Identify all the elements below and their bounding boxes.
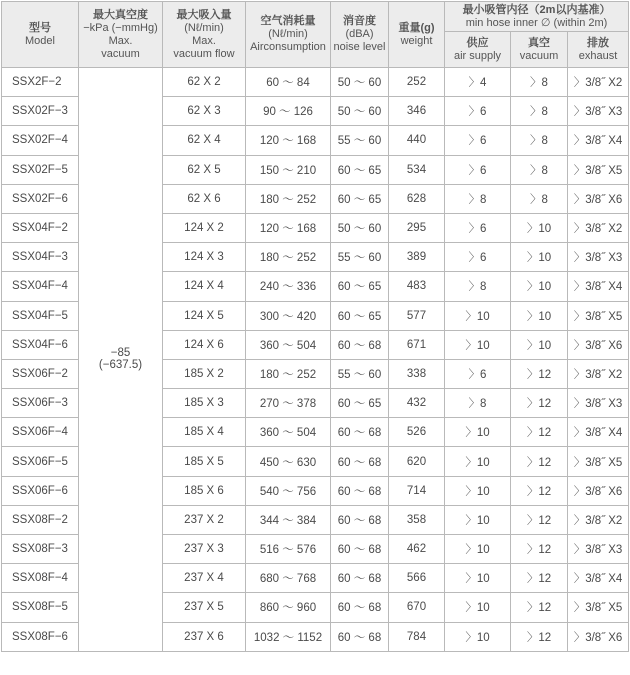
cell-air: 344 ～ 384 <box>246 505 331 534</box>
cell-flow: 62 X 4 <box>163 126 246 155</box>
cell-exhaust: 〉3/8˝ X5 <box>568 155 629 184</box>
cell-exhaust: 〉3/8˝ X5 <box>568 447 629 476</box>
cell-supply: 〉10 <box>445 593 511 622</box>
cell-noise: 60 ～ 65 <box>331 389 389 418</box>
cell-vacuum: 〉10 <box>511 301 568 330</box>
cell-noise: 60 ～ 65 <box>331 184 389 213</box>
cell-supply: 〉10 <box>445 330 511 359</box>
cell-vacuum: 〉12 <box>511 622 568 651</box>
cell-weight: 440 <box>389 126 445 155</box>
cell-supply: 〉6 <box>445 213 511 242</box>
cell-noise: 55 ～ 60 <box>331 243 389 272</box>
cell-supply: 〉6 <box>445 359 511 388</box>
cell-supply: 〉10 <box>445 564 511 593</box>
cell-vacuum: 〉8 <box>511 155 568 184</box>
header-vacuum-hose <box>511 32 568 68</box>
cell-model: SSX04F−5 <box>2 301 79 330</box>
cell-weight: 577 <box>389 301 445 330</box>
cell-model: SSX06F−6 <box>2 476 79 505</box>
cell-flow: 62 X 2 <box>163 68 246 97</box>
cell-flow: 237 X 5 <box>163 593 246 622</box>
cell-vacuum: 〉10 <box>511 213 568 242</box>
cell-model: SSX04F−4 <box>2 272 79 301</box>
cell-air: 90 ～ 126 <box>246 97 331 126</box>
cell-vacuum: 〉12 <box>511 359 568 388</box>
cell-weight: 784 <box>389 622 445 651</box>
cell-model: SSX04F−3 <box>2 243 79 272</box>
header-vacuum <box>79 2 163 68</box>
cell-exhaust: 〉3/8˝ X4 <box>568 564 629 593</box>
header-exhaust-zh: 排放 <box>587 36 610 49</box>
cell-noise: 60 ～ 68 <box>331 622 389 651</box>
header-noise-unit: (dBA) <box>345 28 374 40</box>
cell-exhaust: 〉3/8˝ X6 <box>568 184 629 213</box>
cell-exhaust: 〉3/8˝ X2 <box>568 505 629 534</box>
cell-flow: 62 X 3 <box>163 97 246 126</box>
cell-weight: 526 <box>389 418 445 447</box>
header-vacuum-en1: Max. <box>108 34 133 47</box>
header-exhaust-en: exhaust <box>578 49 618 62</box>
cell-max-vacuum <box>79 68 163 652</box>
cell-flow: 124 X 2 <box>163 213 246 242</box>
cell-air: 180 ～ 252 <box>246 243 331 272</box>
cell-noise: 60 ～ 68 <box>331 418 389 447</box>
cell-weight: 534 <box>389 155 445 184</box>
cell-vacuum: 〉8 <box>511 126 568 155</box>
cell-weight: 483 <box>389 272 445 301</box>
cell-flow: 185 X 4 <box>163 418 246 447</box>
cell-exhaust: 〉3/8˝ X6 <box>568 330 629 359</box>
header-hose-zh: 最小吸管内径（2m以内基准） <box>462 3 611 16</box>
header-vacuum-en2: vacuum <box>101 47 140 60</box>
cell-flow: 185 X 5 <box>163 447 246 476</box>
cell-weight: 295 <box>389 213 445 242</box>
cell-exhaust: 〉3/8˝ X6 <box>568 476 629 505</box>
cell-flow: 62 X 5 <box>163 155 246 184</box>
header-air <box>246 2 331 68</box>
cell-weight: 670 <box>389 593 445 622</box>
header-model <box>2 2 79 68</box>
cell-noise: 60 ～ 68 <box>331 330 389 359</box>
cell-exhaust: 〉3/8˝ X3 <box>568 243 629 272</box>
header-air-en: Airconsumption <box>250 41 326 53</box>
header-noise-zh: 消音度 <box>343 15 376 27</box>
cell-model: SSX06F−5 <box>2 447 79 476</box>
cell-air: 540 ～ 756 <box>246 476 331 505</box>
cell-exhaust: 〉3/8˝ X2 <box>568 213 629 242</box>
cell-supply: 〉8 <box>445 389 511 418</box>
cell-vacuum: 〉8 <box>511 97 568 126</box>
header-exhaust <box>568 32 629 68</box>
cell-noise: 60 ～ 68 <box>331 476 389 505</box>
cell-noise: 60 ～ 65 <box>331 301 389 330</box>
cell-model: SSX06F−3 <box>2 389 79 418</box>
cell-weight: 566 <box>389 564 445 593</box>
cell-noise: 60 ～ 68 <box>331 593 389 622</box>
cell-vacuum: 〉12 <box>511 535 568 564</box>
cell-model: SSX02F−6 <box>2 184 79 213</box>
table-header <box>2 2 629 68</box>
cell-supply: 〉4 <box>445 68 511 97</box>
cell-noise: 60 ～ 65 <box>331 272 389 301</box>
header-vacuum-unit: −kPa (−mmHg) <box>83 21 158 34</box>
cell-flow: 237 X 2 <box>163 505 246 534</box>
cell-vacuum: 〉12 <box>511 593 568 622</box>
cell-air: 360 ～ 504 <box>246 418 331 447</box>
cell-air: 150 ～ 210 <box>246 155 331 184</box>
cell-weight: 358 <box>389 505 445 534</box>
header-model-zh: 型号 <box>29 21 51 34</box>
cell-weight: 462 <box>389 535 445 564</box>
cell-flow: 185 X 6 <box>163 476 246 505</box>
cell-flow: 185 X 2 <box>163 359 246 388</box>
cell-supply: 〉10 <box>445 622 511 651</box>
cell-model: SSX04F−6 <box>2 330 79 359</box>
cell-model: SSX2F−2 <box>2 68 79 97</box>
cell-supply: 〉10 <box>445 505 511 534</box>
cell-weight: 714 <box>389 476 445 505</box>
cell-noise: 55 ～ 60 <box>331 359 389 388</box>
cell-air: 860 ～ 960 <box>246 593 331 622</box>
max-vacuum-kpa: −85 <box>110 347 131 360</box>
cell-air: 240 ～ 336 <box>246 272 331 301</box>
cell-weight: 252 <box>389 68 445 97</box>
cell-noise: 50 ～ 60 <box>331 213 389 242</box>
header-noise-en: noise level <box>333 41 386 53</box>
cell-model: SSX08F−2 <box>2 505 79 534</box>
cell-model: SSX02F−3 <box>2 97 79 126</box>
cell-air: 180 ～ 252 <box>246 359 331 388</box>
cell-weight: 338 <box>389 359 445 388</box>
cell-exhaust: 〉3/8˝ X4 <box>568 126 629 155</box>
cell-exhaust: 〉3/8˝ X4 <box>568 418 629 447</box>
cell-air: 60 ～ 84 <box>246 68 331 97</box>
cell-supply: 〉6 <box>445 97 511 126</box>
cell-supply: 〉10 <box>445 418 511 447</box>
cell-supply: 〉10 <box>445 447 511 476</box>
cell-air: 120 ～ 168 <box>246 126 331 155</box>
header-vacuum-zh: 最大真空度 <box>93 8 148 21</box>
cell-exhaust: 〉3/8˝ X3 <box>568 97 629 126</box>
cell-air: 450 ～ 630 <box>246 447 331 476</box>
cell-model: SSX08F−6 <box>2 622 79 651</box>
cell-air: 270 ～ 378 <box>246 389 331 418</box>
cell-vacuum: 〉10 <box>511 243 568 272</box>
header-flow-en2: vacuum flow <box>173 47 235 60</box>
header-flow <box>163 2 246 68</box>
table-row <box>2 68 629 97</box>
cell-air: 680 ～ 768 <box>246 564 331 593</box>
header-hose <box>445 2 629 32</box>
cell-air: 516 ～ 576 <box>246 535 331 564</box>
cell-weight: 620 <box>389 447 445 476</box>
cell-vacuum: 〉8 <box>511 68 568 97</box>
header-air-unit: (Nℓ/min) <box>268 28 308 40</box>
header-flow-zh: 最大吸入量 <box>176 8 232 21</box>
cell-supply: 〉6 <box>445 126 511 155</box>
cell-supply: 〉6 <box>445 155 511 184</box>
cell-model: SSX08F−4 <box>2 564 79 593</box>
cell-supply: 〉8 <box>445 184 511 213</box>
cell-flow: 237 X 6 <box>163 622 246 651</box>
header-weight-en: weight <box>400 34 433 47</box>
cell-exhaust: 〉3/8˝ X2 <box>568 68 629 97</box>
cell-air: 1032 ～ 1152 <box>246 622 331 651</box>
cell-model: SSX02F−4 <box>2 126 79 155</box>
header-flow-unit: (Nℓ/min) <box>184 21 224 34</box>
cell-flow: 124 X 6 <box>163 330 246 359</box>
cell-model: SSX08F−5 <box>2 593 79 622</box>
cell-model: SSX06F−2 <box>2 359 79 388</box>
cell-flow: 62 X 6 <box>163 184 246 213</box>
cell-noise: 60 ～ 68 <box>331 505 389 534</box>
cell-flow: 124 X 5 <box>163 301 246 330</box>
cell-air: 300 ～ 420 <box>246 301 331 330</box>
cell-flow: 124 X 4 <box>163 272 246 301</box>
header-model-en: Model <box>25 34 55 47</box>
cell-vacuum: 〉12 <box>511 476 568 505</box>
cell-flow: 124 X 3 <box>163 243 246 272</box>
cell-vacuum: 〉12 <box>511 505 568 534</box>
cell-model: SSX08F−3 <box>2 535 79 564</box>
table-body <box>2 68 629 652</box>
cell-exhaust: 〉3/8˝ X4 <box>568 272 629 301</box>
cell-model: SSX06F−4 <box>2 418 79 447</box>
cell-noise: 55 ～ 60 <box>331 126 389 155</box>
header-air-zh: 空气消耗量 <box>260 15 316 27</box>
cell-weight: 389 <box>389 243 445 272</box>
cell-noise: 50 ～ 60 <box>331 68 389 97</box>
cell-supply: 〉10 <box>445 535 511 564</box>
header-weight <box>389 2 445 68</box>
cell-exhaust: 〉3/8˝ X5 <box>568 301 629 330</box>
header-vacuum-hose-zh: 真空 <box>528 36 550 49</box>
cell-weight: 432 <box>389 389 445 418</box>
cell-noise: 60 ～ 68 <box>331 535 389 564</box>
header-supply-zh: 供应 <box>466 36 489 49</box>
cell-weight: 671 <box>389 330 445 359</box>
header-supply-en: air supply <box>453 49 502 62</box>
cell-flow: 185 X 3 <box>163 389 246 418</box>
cell-exhaust: 〉3/8˝ X5 <box>568 593 629 622</box>
cell-air: 120 ～ 168 <box>246 213 331 242</box>
cell-supply: 〉8 <box>445 272 511 301</box>
cell-exhaust: 〉3/8˝ X3 <box>568 389 629 418</box>
cell-noise: 50 ～ 60 <box>331 97 389 126</box>
header-weight-zh: 重量(g) <box>398 21 435 34</box>
cell-vacuum: 〉12 <box>511 447 568 476</box>
header-noise <box>331 2 389 68</box>
header-flow-en1: Max. <box>192 34 216 47</box>
spec-table <box>1 1 629 652</box>
cell-supply: 〉10 <box>445 301 511 330</box>
cell-supply: 〉6 <box>445 243 511 272</box>
cell-exhaust: 〉3/8˝ X2 <box>568 359 629 388</box>
cell-noise: 60 ～ 68 <box>331 447 389 476</box>
cell-model: SSX04F−2 <box>2 213 79 242</box>
cell-exhaust: 〉3/8˝ X3 <box>568 535 629 564</box>
cell-flow: 237 X 4 <box>163 564 246 593</box>
header-supply <box>445 32 511 68</box>
header-vacuum-hose-en: vacuum <box>519 49 559 62</box>
cell-vacuum: 〉8 <box>511 184 568 213</box>
cell-vacuum: 〉10 <box>511 330 568 359</box>
cell-noise: 60 ～ 65 <box>331 155 389 184</box>
cell-weight: 346 <box>389 97 445 126</box>
cell-weight: 628 <box>389 184 445 213</box>
max-vacuum-mmhg: (−637.5) <box>98 359 143 372</box>
cell-noise: 60 ～ 68 <box>331 564 389 593</box>
cell-air: 360 ～ 504 <box>246 330 331 359</box>
cell-vacuum: 〉12 <box>511 564 568 593</box>
cell-exhaust: 〉3/8˝ X6 <box>568 622 629 651</box>
cell-air: 180 ～ 252 <box>246 184 331 213</box>
cell-vacuum: 〉12 <box>511 418 568 447</box>
cell-model: SSX02F−5 <box>2 155 79 184</box>
cell-supply: 〉10 <box>445 476 511 505</box>
cell-vacuum: 〉12 <box>511 389 568 418</box>
header-hose-en: min hose inner ∅ (within 2m) <box>465 16 608 29</box>
cell-flow: 237 X 3 <box>163 535 246 564</box>
cell-vacuum: 〉10 <box>511 272 568 301</box>
